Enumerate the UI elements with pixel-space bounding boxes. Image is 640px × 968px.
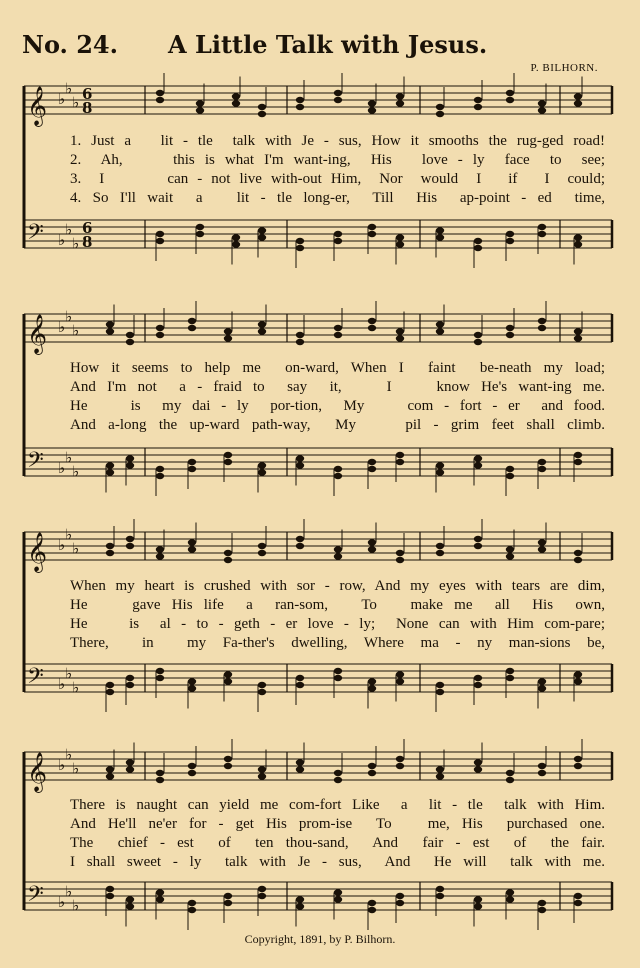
note-head [156,466,164,472]
note-head [506,97,514,103]
note-head [396,335,404,341]
flat-sign: ♭ [72,93,80,112]
note-head [436,234,444,240]
note-head [368,539,376,545]
flat-sign: ♭ [58,231,66,249]
lyric-verse-3: 3. I can - not live with-out Him, Nor would I if I could; [70,171,605,187]
note-head [396,459,404,465]
note-head [334,896,342,902]
note-head [196,224,204,230]
note-head [474,238,482,244]
lyric-verse-3: The chief - est of ten thou-sand, And fair - est of the fair. [70,835,605,851]
note-head [156,325,164,331]
note-head [258,227,266,233]
note-head [474,543,482,549]
note-head [368,900,376,906]
note-head [258,689,266,695]
note-head [126,759,134,765]
note-head [232,241,240,247]
note-head [188,770,196,776]
note-head [258,321,266,327]
lyric-verse-1: There is naught can yield me com-fort Like a lit - tle talk with Him. [70,797,605,813]
note-head [224,452,232,458]
lyric-verse-4: And a-long the up-ward path-way, My pil - grim feet shall climb. [70,417,605,433]
lyric-verse-4: 4. So I'll wait a lit - tle long-er, Till His ap-point - ed time, [70,190,605,206]
note-head [224,671,232,677]
note-head [334,332,342,338]
note-head [538,318,546,324]
note-head [258,893,266,899]
note-head [368,100,376,106]
note-head [538,770,546,776]
note-head [506,466,514,472]
note-head [258,104,266,110]
note-head [106,550,114,556]
note-head [196,231,204,237]
note-head [106,766,114,772]
note-head [106,893,114,899]
flat-sign: ♭ [58,675,66,693]
note-head [436,111,444,117]
flat-sign: ♭ [58,459,66,477]
note-head [368,466,376,472]
note-head [334,889,342,895]
note-head [296,332,304,338]
note-head [296,543,304,549]
note-head [436,543,444,549]
note-head [156,473,164,479]
treble-clef: 𝄞 [27,86,48,126]
note-head [126,462,134,468]
note-head [538,546,546,552]
note-head [474,104,482,110]
note-head [538,100,546,106]
note-head [296,766,304,772]
note-head [396,893,404,899]
note-head [368,907,376,913]
lyric-verse-4: There, in my Fa-ther's dwelling, Where ma - ny man-sions be, [70,635,605,651]
flat-sign: ♭ [58,318,66,336]
note-head [224,763,232,769]
note-head [368,678,376,684]
time-signature-top: 6 [82,85,93,103]
note-head [296,675,304,681]
note-head [224,328,232,334]
flat-sign: ♭ [65,882,73,901]
note-head [188,318,196,324]
note-head [296,455,304,461]
bass-clef: 𝄢 [27,220,44,250]
note-head [538,907,546,913]
note-head [538,107,546,113]
note-head [506,473,514,479]
note-head [224,557,232,563]
note-head [474,332,482,338]
note-head [538,466,546,472]
lyrics-block-1 [70,132,605,208]
flat-sign: ♭ [72,234,80,253]
note-head [368,763,376,769]
note-head [334,238,342,244]
note-head [506,889,514,895]
note-head [436,328,444,334]
note-head [506,325,514,331]
note-head [196,100,204,106]
note-head [396,234,404,240]
copyright-notice: Copyright, 1891, by P. Bilhorn. [244,932,396,946]
flat-sign: ♭ [72,462,80,481]
note-head [258,462,266,468]
note-head [156,97,164,103]
note-head [506,896,514,902]
note-head [296,462,304,468]
note-head [296,896,304,902]
note-head [188,763,196,769]
note-head [156,896,164,902]
note-head [296,339,304,345]
note-head [538,224,546,230]
note-head [258,766,266,772]
note-head [538,678,546,684]
note-head [368,685,376,691]
lyric-verse-2: He gave His life a ran-som, To make me all His own, [70,597,605,613]
note-head [126,543,134,549]
note-head [334,770,342,776]
lyric-verse-1: 1. Just a lit - tle talk with Je - sus, How it smooths the rug-ged road! [70,133,605,149]
note-head [538,459,546,465]
note-head [474,339,482,345]
note-head [396,452,404,458]
note-head [506,332,514,338]
note-head [574,678,582,684]
flat-sign: ♭ [72,539,80,558]
note-head [506,553,514,559]
flat-sign: ♭ [65,79,73,98]
note-head [126,332,134,338]
note-head [156,332,164,338]
note-head [296,245,304,251]
note-head [258,682,266,688]
note-head [538,763,546,769]
note-head [368,318,376,324]
note-head [474,462,482,468]
bass-clef: 𝄢 [27,448,44,478]
note-head [334,675,342,681]
lyric-verse-3: He is my dai - ly por-tion, My com - fort - er and food. [70,398,605,414]
note-head [106,886,114,892]
note-head [368,546,376,552]
note-head [188,907,196,913]
treble-clef: 𝄞 [27,752,48,792]
flat-sign: ♭ [72,678,80,697]
note-head [474,682,482,688]
note-head [188,685,196,691]
flat-sign: ♭ [65,745,73,764]
note-head [196,107,204,113]
note-head [506,675,514,681]
note-head [258,328,266,334]
note-head [188,678,196,684]
note-head [538,539,546,545]
note-head [396,93,404,99]
note-head [334,325,342,331]
flat-sign: ♭ [58,893,66,911]
note-head [506,90,514,96]
treble-clef: 𝄞 [27,532,48,572]
note-head [574,93,582,99]
note-head [126,536,134,542]
note-head [396,900,404,906]
note-head [224,893,232,899]
note-head [396,756,404,762]
note-head [126,455,134,461]
note-head [334,777,342,783]
note-head [368,224,376,230]
note-head [574,763,582,769]
time-signature-bottom: 8 [82,233,93,251]
note-head [106,773,114,779]
hymn-number: No. 24. [22,30,118,59]
note-head [126,766,134,772]
note-head [224,459,232,465]
note-head [574,234,582,240]
note-head [156,668,164,674]
note-head [106,543,114,549]
note-head [574,452,582,458]
lyric-verse-4: I shall sweet - ly talk with Je - sus, And He will talk with me. [70,854,605,870]
note-head [506,546,514,552]
time-signature-top: 6 [82,219,93,237]
note-head [574,241,582,247]
note-head [258,773,266,779]
bass-clef: 𝄢 [27,882,44,912]
note-head [106,321,114,327]
note-head [574,671,582,677]
note-head [474,766,482,772]
note-head [396,678,404,684]
flat-sign: ♭ [65,448,73,467]
note-head [334,553,342,559]
note-head [474,675,482,681]
lyric-verse-2: And I'm not a - fraid to say it, I know He's want-ing me. [70,379,605,395]
hymn-title: A Little Talk with Jesus. [168,30,488,59]
note-head [106,328,114,334]
note-head [258,111,266,117]
note-head [574,893,582,899]
note-head [574,756,582,762]
note-head [106,689,114,695]
note-head [474,536,482,542]
note-head [296,238,304,244]
note-head [436,766,444,772]
note-head [188,325,196,331]
note-head [106,682,114,688]
note-head [334,231,342,237]
note-head [368,231,376,237]
note-head [258,543,266,549]
note-head [436,550,444,556]
note-head [126,682,134,688]
note-head [506,770,514,776]
note-head [436,469,444,475]
note-head [334,668,342,674]
note-head [224,335,232,341]
note-head [224,756,232,762]
note-head [258,234,266,240]
note-head [436,462,444,468]
note-head [396,671,404,677]
note-head [474,455,482,461]
note-head [574,335,582,341]
note-head [106,469,114,475]
note-head [436,321,444,327]
note-head [156,90,164,96]
note-head [538,325,546,331]
flat-sign: ♭ [65,220,73,239]
lyric-verse-1: How it seems to help me on-ward, When I faint be-neath my load; [70,360,605,376]
note-head [574,900,582,906]
flat-sign: ♭ [72,759,80,778]
note-head [436,886,444,892]
flat-sign: ♭ [58,756,66,774]
note-head [436,893,444,899]
note-head [232,100,240,106]
note-head [368,459,376,465]
flat-sign: ♭ [58,90,66,108]
note-head [258,886,266,892]
note-head [506,231,514,237]
lyric-verse-2: 2. Ah, this is what I'm want-ing, His love - ly face to see; [70,152,605,168]
note-head [156,553,164,559]
lyrics-block-3 [70,577,605,653]
lyric-verse-1: When my heart is crushed with sor - row, And my eyes with tears are dim, [70,578,605,594]
note-head [506,238,514,244]
note-head [156,675,164,681]
note-head [396,328,404,334]
note-head [396,557,404,563]
note-head [126,903,134,909]
note-head [232,93,240,99]
note-head [156,770,164,776]
note-head [126,339,134,345]
note-head [188,539,196,545]
note-head [574,100,582,106]
note-head [474,896,482,902]
note-head [436,104,444,110]
note-head [574,459,582,465]
note-head [334,466,342,472]
note-head [224,678,232,684]
note-head [506,777,514,783]
flat-sign: ♭ [72,896,80,915]
flat-sign: ♭ [72,321,80,340]
note-head [188,900,196,906]
composer-credit: P. BILHORN. [530,62,598,74]
note-head [126,896,134,902]
note-head [156,546,164,552]
note-head [334,546,342,552]
note-head [396,241,404,247]
note-head [474,759,482,765]
note-head [436,689,444,695]
note-head [334,473,342,479]
note-head [574,328,582,334]
note-head [188,546,196,552]
lyric-verse-2: And He'll ne'er for - get His prom-ise To me, His purchased one. [70,816,605,832]
note-head [296,903,304,909]
note-head [258,550,266,556]
note-head [368,770,376,776]
note-head [296,759,304,765]
treble-clef: 𝄞 [27,314,48,354]
note-head [258,469,266,475]
note-head [474,245,482,251]
note-head [368,325,376,331]
note-head [334,97,342,103]
note-head [224,900,232,906]
note-head [436,773,444,779]
lyrics-block-4 [70,796,605,872]
note-head [396,763,404,769]
flat-sign: ♭ [65,307,73,326]
flat-sign: ♭ [65,664,73,683]
note-head [334,90,342,96]
lyric-verse-3: He is al - to - geth - er love - ly; None can with Him com-pare; [70,616,605,632]
note-head [538,231,546,237]
note-head [126,675,134,681]
time-signature-bottom: 8 [82,99,93,117]
note-head [106,462,114,468]
note-head [474,903,482,909]
note-head [574,557,582,563]
note-head [296,104,304,110]
note-head [296,682,304,688]
note-head [296,536,304,542]
note-head [474,97,482,103]
note-head [188,459,196,465]
note-head [156,231,164,237]
note-head [396,100,404,106]
note-head [506,668,514,674]
note-head [232,234,240,240]
note-head [296,97,304,103]
bass-clef: 𝄢 [27,664,44,694]
note-head [574,550,582,556]
note-head [368,107,376,113]
note-head [436,682,444,688]
flat-sign: ♭ [65,525,73,544]
note-head [156,238,164,244]
note-head [188,466,196,472]
note-head [538,900,546,906]
note-head [538,685,546,691]
note-head [224,550,232,556]
note-head [396,550,404,556]
note-head [436,227,444,233]
lyrics-block-2 [70,359,605,435]
flat-sign: ♭ [58,536,66,554]
note-head [156,889,164,895]
note-head [156,777,164,783]
